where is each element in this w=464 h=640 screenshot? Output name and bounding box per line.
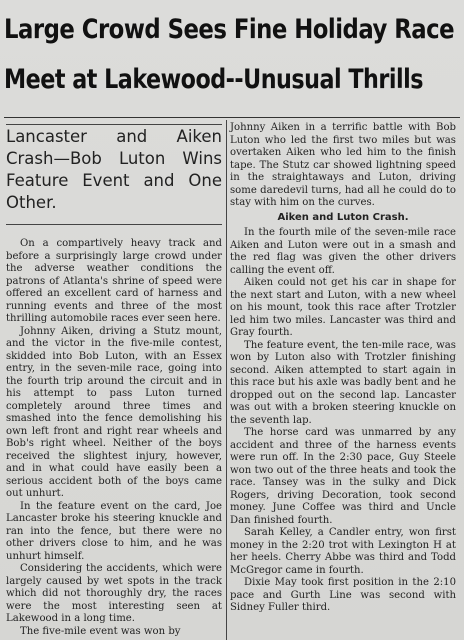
right-paragraph: The feature event, the ten-mile race, was won by Luton also with Trotzler finishing second. Aiken attempted to start again in this race but his axle was badly bent and he dropped out on the second lap. Lancaster was out with a broken steering knuckle on the seventh lap. (230, 339, 456, 426)
deck-headline: Lancaster and Aiken Crash—Bob Luton Wins Feature Event and One Other. (6, 127, 222, 212)
left-paragraph: In the feature event on the card, Joe Lancaster broke his steering knuckle and ran into the fence, but there were no other drivers close to him, and he was unhurt himself. (6, 500, 222, 562)
right-intro-paragraph: Johnny Aiken in a terrific battle with Bob Luton who led the first two miles but was overtaken Aiken who led him to the finish tape. The Stutz car showed lightning speed in the straightaways and Luton, driving some daredevil turns, had all he could do to stay with him on the curves. (230, 122, 456, 208)
deck-rule-bottom (6, 224, 222, 225)
headline-line-1: Large Crowd Sees Fine Holiday Race (4, 14, 455, 45)
right-paragraph: The horse card was unmarred by any accident and three of the harness events were run off. In the 2:30 pace, Guy Steele won two out of the three heats and took the race. Tansey was in the sulky and Dick Rogers, driving Decoration, took second money. June Coffee was third and Uncle Dan finished fourth. (230, 427, 456, 526)
deck-box (6, 120, 222, 228)
left-paragraph: Johnny Aiken, driving a Stutz mount, and the victor in the five-mile contest, skidded into Bob Luton, with an Essex entry, in the seven-mile race, going into the fourth trip around the circuit and in his attempt to pass Luton turned completely around three times and smashed into the fence demolishing his own left front and right rear wheels and Bob's right wheel. Neither of the boys received the slightest injury, however, and in what could have easily been a serious accident both of the boys came out unhurt. (6, 325, 222, 499)
left-column-body (6, 238, 222, 638)
section-subhead: Aiken and Luton Crash. (277, 211, 409, 223)
headline-line-2: Meet at Lakewood--Unusual Thrills (4, 64, 424, 95)
right-paragraph: Sarah Kelley, a Candler entry, won first money in the 2:20 trot with Lexington H at her heels. Cherry Abbe was third and Todd McGregor came in fourth. (230, 527, 456, 576)
left-paragraph: The five-mile event was won by (20, 625, 181, 637)
left-paragraph: On a compartively heavy track and before a surprisingly large crowd under the adverse weather conditions the patrons of Atlanta's shrine of speed were offered an excellent card of harness and running events and three of the most thrilling automobile races ever seen here. (6, 238, 222, 324)
left-paragraph: Considering the accidents, which were largely caused by wet spots in the track which did not thoroughly dry, the races were the most interesting seen at Lakewood in a long time. (6, 563, 222, 624)
right-paragraph: In the fourth mile of the seven-mile race Aiken and Luton were out in a smash and the red flag was given the other drivers calling the event off. (230, 227, 456, 276)
deck-rule-top (6, 124, 222, 125)
right-column-body (230, 122, 456, 615)
headline-rule (4, 117, 460, 118)
right-paragraph: Aiken could not get his car in shape for the next start and Luton, with a new wheel on his mount, took this race after Trotzler led him two miles. Lancaster was third and Gray fourth. (230, 277, 456, 338)
right-paragraph: Dixie May took first position in the 2:10 pace and Gurth Line was second with Sidney Fuller third. (230, 577, 456, 613)
column-divider (226, 120, 227, 640)
